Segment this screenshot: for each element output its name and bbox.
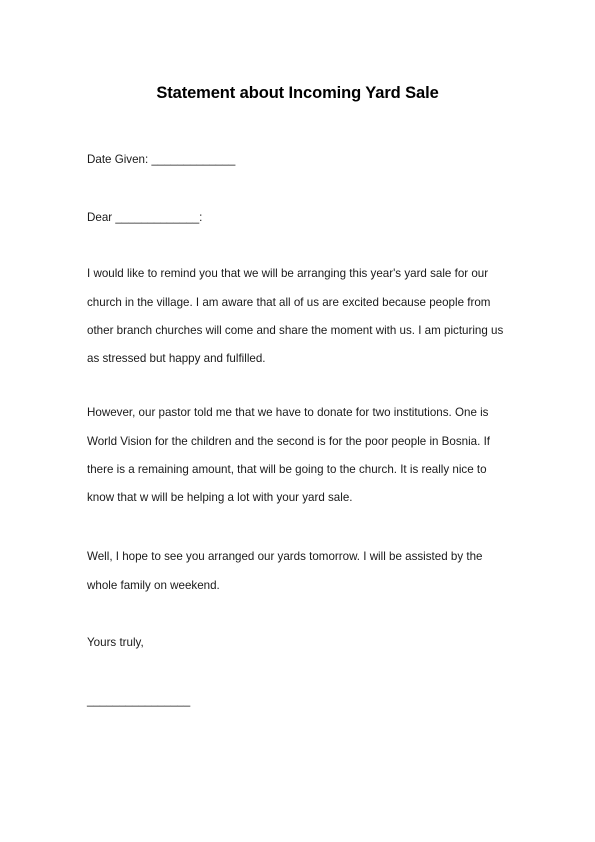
salutation: Dear _____________: (87, 211, 203, 224)
paragraph-line: as stressed but happy and fulfilled. (87, 352, 266, 365)
paragraph-line: church in the village. I am aware that all of us are excited because people from (87, 296, 491, 309)
closing: Yours truly, (87, 636, 144, 649)
date-given-line: Date Given: _____________ (87, 153, 236, 166)
paragraph-line: there is a remaining amount, that will be going to the church. It is really nice to (87, 463, 487, 476)
paragraph-line: However, our pastor told me that we have to donate for two institutions. One is (87, 406, 489, 419)
paragraph-line: whole family on weekend. (87, 579, 220, 592)
document-title: Statement about Incoming Yard Sale (156, 84, 439, 102)
paragraph-line: World Vision for the children and the second is for the poor people in Bosnia. If (87, 435, 491, 448)
paragraph-line: Well, I hope to see you arranged our yards tomorrow. I will be assisted by the (87, 550, 483, 563)
paragraph-line: I would like to remind you that we will be arranging this year's yard sale for our (87, 267, 489, 280)
signature-line: ________________ (87, 694, 191, 707)
paragraph-line: know that w will be helping a lot with your yard sale. (87, 491, 353, 504)
paragraph-line: other branch churches will come and share the moment with us. I am picturing us (87, 324, 504, 337)
